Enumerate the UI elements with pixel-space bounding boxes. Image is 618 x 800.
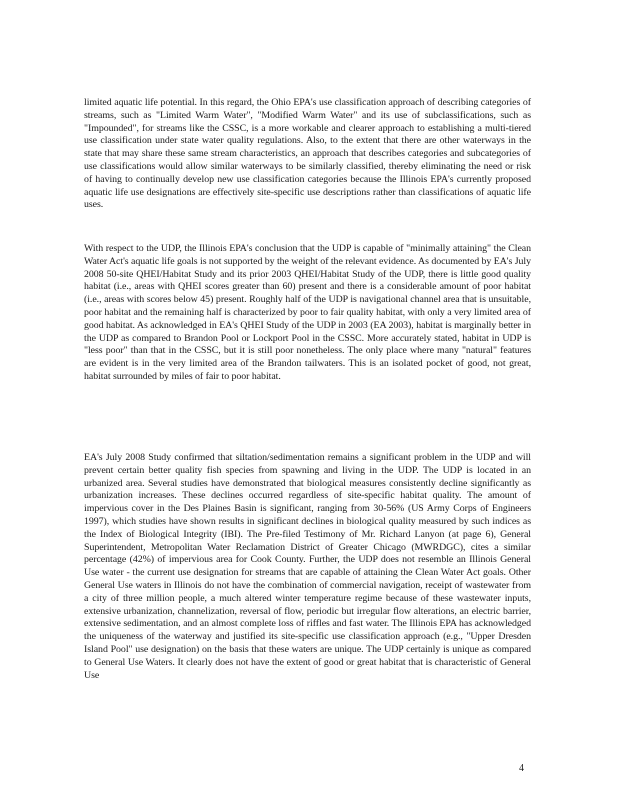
paragraph-text: With respect to the UDP, the Illinois EPA's conclusion that the UDP is capable of "minimally attaining" the Clean Water Act's aquatic life goals is not supported by the weight of the relevant evidence. As documented by EA's July 2008 50-site QHEI/Habitat Study and its prior 2003 QHEI/Habitat Study of the UDP, there is little good quality habitat (i.e., areas with QHEI scores greater than 60) present and there is a considerable amount of poor habitat (i.e., areas with scores below 45) present. Roughly half of the UDP is navigational channel area that is unsuitable, poor habitat and the remaining half is characterized by poor to fair quality habitat, with only a very limited area of good habitat. As acknowledged in EA's QHEI Study of the UDP in 2003 (EA 2003), habitat is marginally better in the UDP as compared to Brandon Pool or Lockport Pool in the CSSC. More accurately stated, habitat in UDP is "less poor" than that in the CSSC, but it is still poor nonetheless. The only place where many "natural" features are evident is in the very limited area of the Brandon tailwaters. This is an isolated pocket of good, not great, habitat surrounded by miles of fair to poor habitat.: [84, 243, 531, 382]
paragraph-siltation-urbanization: [84, 452, 531, 682]
paragraph-text: limited aquatic life potential. In this regard, the Ohio EPA's use classification approach of describing categories of streams, such as "Limited Warm Water", "Modified Warm Water" and its use of subclassifications, such as "Impounded", for streams like the CSSC, is a more workable and clearer approach to establishing a multi-tiered use classification under state water quality regulations. Also, to the extent that there are other waterways in the state that may share these same stream characteristics, an approach that describes categories and subcategories of use classifications would allow similar waterways to be similarly classified, thereby eliminating the need or risk of having to continually develop new use classification categories because the Illinois EPA's currently proposed aquatic life use designations are effectively site-specific use descriptions rather than classifications of aquatic life uses.: [84, 97, 531, 211]
paragraph-udp-habitat: [84, 243, 531, 384]
paragraph-text: EA's July 2008 Study confirmed that siltation/sedimentation remains a significant problem in the UDP and will prevent certain better quality fish species from spawning and living in the UDP. The UDP is located in an urbanized area. Several studies have demonstrated that biological measures consistently decline significantly as urbanization increases. These declines occurred regardless of site-specific habitat quality. The amount of impervious cover in the Des Plaines Basin is significant, ranging from 30-56% (US Army Corps of Engineers 1997), which studies have shown results in significant declines in biological quality measured by such indices as the Index of Biological Integrity (IBI). The Pre-filed Testimony of Mr. Richard Lanyon (at page 6), General Superintendent, Metropolitan Water Reclamation District of Greater Chicago (MWRDGC), cites a similar percentage (42%) of impervious area for Cook County. Further, the UDP does not resemble an Illinois General Use water - the current use designation for streams that are capable of attaining the Clean Water Act goals. Other General Use waters in Illinois do not have the combination of commercial navigation, receipt of wastewater from a city of three million people, a much altered winter temperature regime because of these wastewater inputs, extensive urbanization, channelization, reversal of flow, periodic but irregular flow alterations, an electric barrier, extensive sedimentation, and an almost complete loss of riffles and fast water. The Illinois EPA has acknowledged the uniqueness of the waterway and justified its site-specific use classification approach (e.g., "Upper Dresden Island Pool" use designation) on the basis that these waters are unique. The UDP certainly is unique as compared to General Use Waters. It clearly does not have the extent of good or great habitat that is characteristic of General Use: [84, 452, 531, 681]
paragraph-aquatic-life-classification: [84, 97, 531, 212]
page-number: 4: [519, 763, 524, 774]
